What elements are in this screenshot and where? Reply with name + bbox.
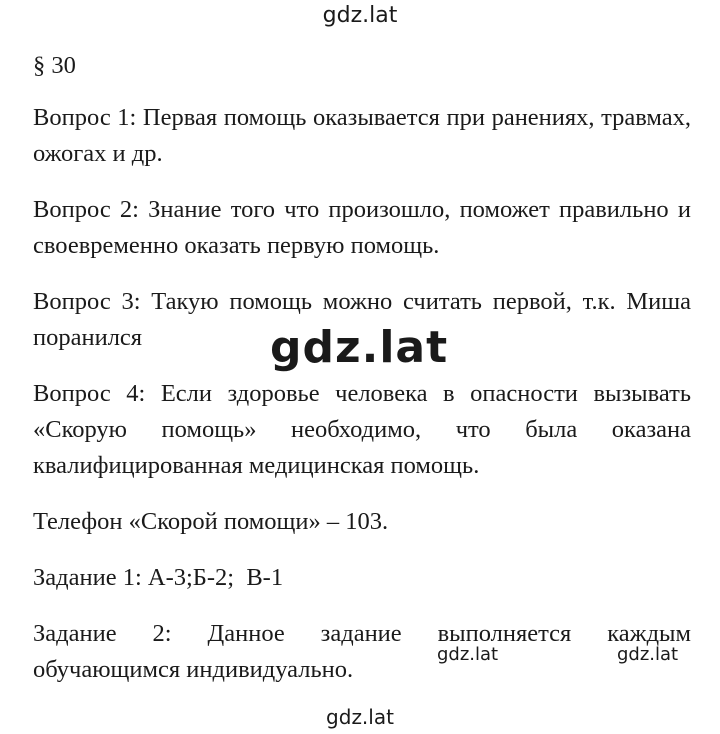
watermark-inline-2: gdz.lat — [617, 644, 679, 665]
watermark-bottom: gdz.lat — [326, 705, 394, 729]
section-heading: § 30 — [33, 52, 76, 79]
watermark-inline-1: gdz.lat — [437, 644, 499, 665]
answer-question-1: Вопрос 1: Первая помощь оказывается при ранениях, травмах, ожогах и др. — [33, 104, 691, 167]
watermark-center: gdz.lat — [270, 322, 449, 373]
watermark-top: gdz.lat — [322, 3, 398, 28]
ambulance-phone: Телефон «Скорой помощи» – 103. — [33, 508, 389, 535]
answer-question-3: Вопрос 3: Такую помощь можно считать первой, т.к. Миша поранился — [33, 288, 691, 351]
task-1-answer: Задание 1: А-3;Б-2; В-1 — [33, 564, 284, 591]
answer-question-2: Вопрос 2: Знание того что произошло, поможет правильно и своевременно оказать первую помощь. — [33, 196, 691, 259]
task-2-answer: Задание 2: Данное задание выполняется каждым обучающимся индивидуально. — [33, 620, 691, 683]
answer-question-4: Вопрос 4: Если здоровье человека в опасности вызывать «Скорую помощь» необходимо, что была оказана квалифицированная медицинская помощь. — [33, 380, 691, 479]
